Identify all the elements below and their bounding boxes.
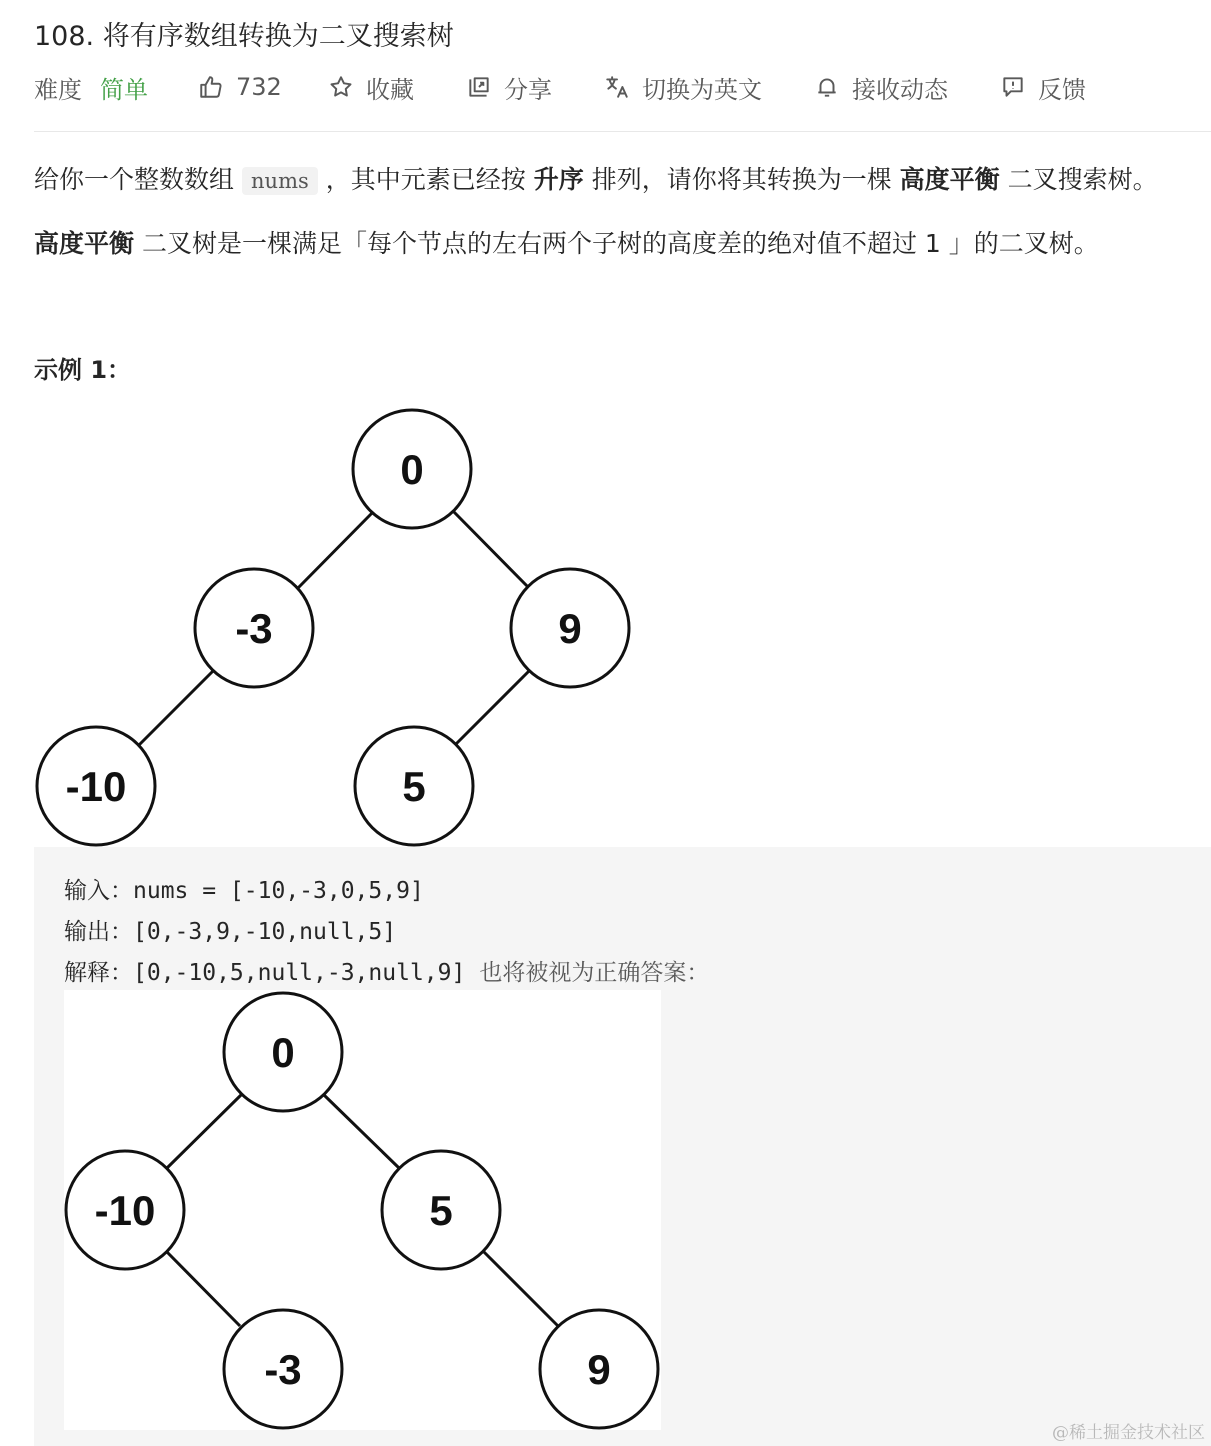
tree-edge	[324, 1095, 399, 1168]
explain-label: 解释：	[64, 960, 133, 986]
page-title: 108. 将有序数组转换为二叉搜索树	[34, 21, 454, 52]
node-value: 9	[558, 605, 582, 652]
tree-edge	[167, 1252, 240, 1326]
share-button[interactable]	[466, 64, 552, 110]
node-value: 5	[402, 763, 426, 810]
example-explain-line	[64, 954, 709, 987]
node-value: -10	[65, 763, 127, 810]
favorite-label: 收藏	[366, 75, 414, 104]
bell-icon	[814, 74, 840, 100]
switch-language-button[interactable]	[604, 64, 762, 110]
switch-language-label: 切换为英文	[642, 75, 762, 104]
notify-label: 接收动态	[852, 75, 948, 104]
tree-edge	[167, 1095, 241, 1168]
favorite-button[interactable]	[328, 64, 414, 110]
tree-diagram-2-container	[64, 990, 661, 1430]
tree-edge	[454, 671, 529, 746]
feedback-button[interactable]	[1000, 64, 1086, 110]
tree-edge	[454, 512, 529, 588]
translate-icon	[604, 74, 630, 100]
tree-edge	[484, 1252, 558, 1326]
description-paragraph-1	[34, 160, 1158, 196]
node-value: 0	[400, 446, 424, 493]
description-paragraph-2	[34, 224, 1099, 260]
output-value: [0,-3,9,-10,null,5]	[133, 919, 397, 945]
tree-diagram-2	[64, 990, 661, 1430]
example-input-line	[64, 872, 424, 905]
input-label: 输入：	[64, 878, 133, 904]
share-icon	[466, 74, 492, 100]
desc-text: 给你一个整数数组	[34, 165, 235, 194]
feedback-icon	[1000, 74, 1026, 100]
node-value: -3	[264, 1346, 302, 1393]
example-output-line	[64, 913, 396, 946]
share-label: 分享	[504, 75, 552, 104]
node-value: -3	[235, 605, 273, 652]
explain-note: 也将被视为正确答案：	[479, 960, 710, 986]
feedback-label: 反馈	[1038, 75, 1086, 104]
difficulty-value: 简单	[100, 75, 148, 104]
desc-text: ，其中元素已经按	[325, 165, 526, 194]
star-icon	[328, 74, 354, 100]
like-button[interactable]	[198, 64, 282, 110]
desc-text: 排列，请你将其转换为一棵	[591, 165, 892, 194]
desc-bold: 升序	[533, 165, 584, 194]
desc-bold: 高度平衡	[899, 165, 1000, 194]
inline-code-nums: nums	[242, 167, 318, 195]
like-count: 732	[236, 73, 282, 101]
watermark: @稀土掘金技术社区	[1052, 1423, 1205, 1443]
desc-text: 二叉搜索树。	[1007, 165, 1158, 194]
notify-button[interactable]	[814, 64, 948, 110]
example-title: 示例 1：	[34, 356, 132, 384]
desc-bold: 高度平衡	[34, 229, 135, 258]
node-value: 0	[271, 1029, 295, 1076]
input-value: nums = [-10,-3,0,5,9]	[133, 878, 424, 904]
tree-diagram-1	[34, 400, 644, 850]
explain-value: [0,-10,5,null,-3,null,9]	[133, 960, 466, 986]
node-value: 5	[429, 1187, 453, 1234]
desc-text: 二叉树是一棵满足「每个节点的左右两个子树的高度差的绝对值不超过 1 」的二叉树。	[141, 229, 1099, 258]
divider	[34, 131, 1211, 132]
tree-edge	[298, 512, 373, 588]
node-value: -10	[94, 1187, 156, 1234]
difficulty	[34, 64, 148, 110]
difficulty-label: 难度	[34, 75, 82, 104]
node-value: 9	[587, 1346, 611, 1393]
problem-meta-bar	[34, 64, 1174, 110]
tree-edge	[138, 671, 213, 746]
output-label: 输出：	[64, 919, 133, 945]
thumbs-up-icon	[198, 74, 224, 100]
